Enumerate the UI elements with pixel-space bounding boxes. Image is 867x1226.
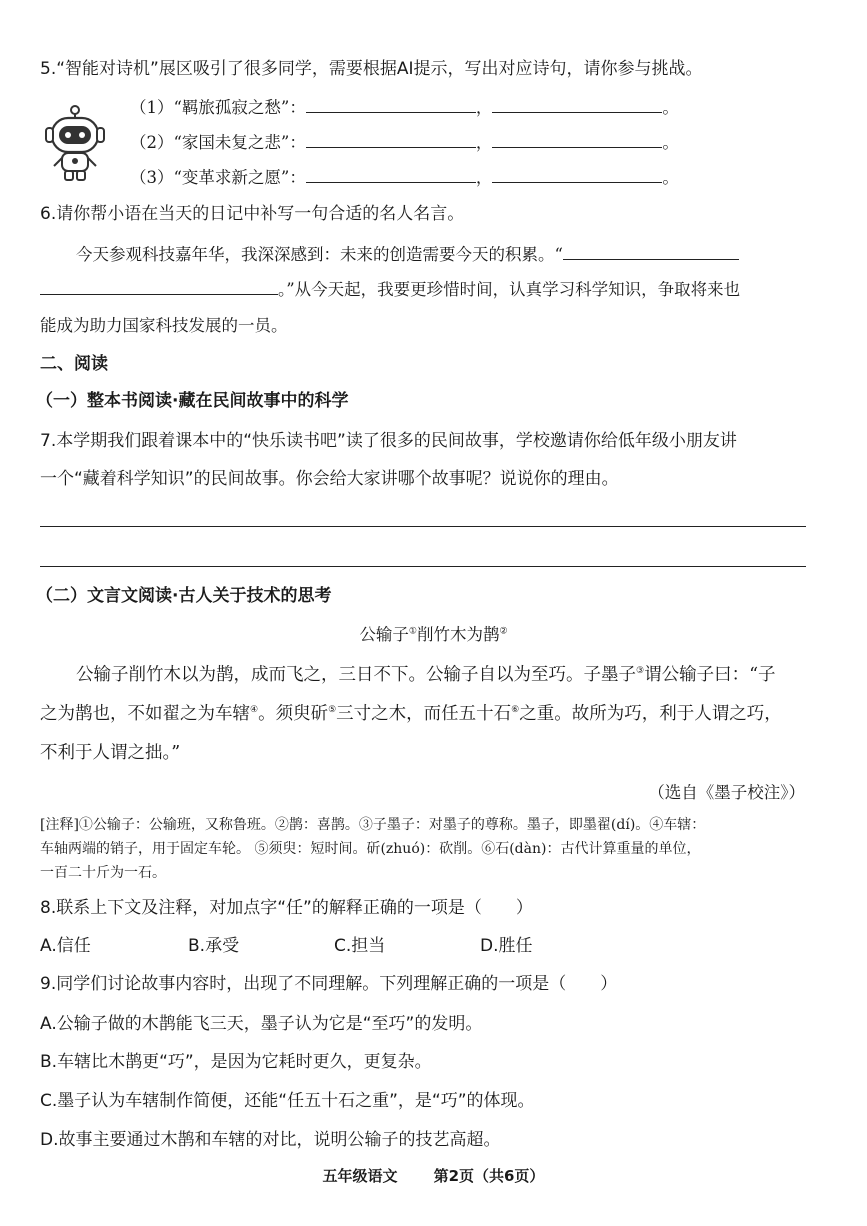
passage-note-ref-6: ⑥ — [511, 705, 520, 716]
q7-answer-line-1[interactable] — [40, 526, 806, 527]
notes-line-2: 车轴两端的销子，用于固定车轮。 ⑤须臾：短时间。斫(zhuó)：砍削。⑥石(dàn)：古代计算重量的单位， — [40, 841, 701, 857]
passage-line-1-b: 谓公输子曰：“子 — [644, 665, 776, 685]
q8-option-d[interactable]: D.胜任 — [480, 936, 533, 956]
passage-line-1-a: 公输子削竹木以为鹊，成而飞之，三日不下。公输子自以为至巧。子墨子 — [76, 665, 636, 685]
q5-item-3-end: 。 — [662, 168, 679, 187]
notes-line-3: 一百二十斤为一石。 — [40, 865, 166, 881]
q5-item-2-num: （2） — [130, 133, 174, 152]
q5-item-3-blank-a[interactable] — [306, 166, 476, 183]
q5-item-1-blank-b[interactable] — [492, 96, 662, 113]
q9-prompt: 9.同学们讨论故事内容时，出现了不同理解。下列理解正确的一项是（ ） — [40, 974, 618, 994]
passage-title-a: 公输子 — [359, 625, 409, 644]
q5-item-1-label: “羁旅孤寂之愁”： — [173, 98, 306, 117]
q6-line-1-text: 今天参观科技嘉年华，我深深感到：未来的创造需要今天的积累。“ — [76, 245, 563, 264]
passage-line-2-b: 。须臾斫 — [258, 704, 329, 724]
q6-quote-blank-a[interactable] — [563, 243, 739, 260]
footer-page-number: 第2页（共6页） — [433, 1167, 545, 1185]
q6-line-2-text: 。”从今天起，我要更珍惜时间，认真学习科学知识，争取将来也 — [278, 280, 741, 299]
q5-item-2-blank-b[interactable] — [492, 131, 662, 148]
q5-item-1 — [130, 96, 679, 119]
q9-option-b[interactable]: B.车辖比木鹊更“巧”，是因为它耗时更久，更复杂。 — [40, 1052, 432, 1072]
q5-item-3-blank-b[interactable] — [492, 166, 662, 183]
q5-item-2-blank-a[interactable] — [306, 131, 476, 148]
passage-line-1 — [76, 664, 776, 686]
q7-line-2: 一个“藏着科学知识”的民间故事。你会给大家讲哪个故事呢？说说你的理由。 — [40, 469, 619, 489]
q5-item-3-num: （3） — [130, 168, 174, 187]
q9-option-d[interactable]: D.故事主要通过木鹊和车辖的对比，说明公输子的技艺高超。 — [40, 1130, 501, 1150]
section-2-title: 二、阅读 — [40, 354, 108, 374]
q9-option-a[interactable]: A.公输子做的木鹊能飞三天，墨子认为它是“至巧”的发明。 — [40, 1014, 483, 1034]
q5-item-3-sep: ， — [475, 168, 493, 187]
q6-line-2 — [40, 278, 740, 301]
q5-item-1-num: （1） — [130, 98, 174, 117]
passage-line-2-a: 之为鹊也，不如翟之为车辖 — [40, 704, 250, 724]
q5-item-2-sep: ， — [475, 133, 493, 152]
passage-source: （选自《墨子校注》） — [648, 783, 805, 802]
q9-option-c[interactable]: C.墨子认为车辖制作简便，还能“任五十石之重”，是“巧”的体现。 — [40, 1091, 535, 1111]
passage-line-3: 不利于人谓之拙。” — [40, 743, 181, 763]
q6-line-3: 能成为助力国家科技发展的一员。 — [40, 316, 288, 335]
passage-note-ref-3: ③ — [636, 666, 645, 677]
q5-prompt: 5.“智能对诗机”展区吸引了很多同学，需要根据AI提示，写出对应诗句，请你参与挑战。 — [40, 59, 703, 79]
passage-note-ref-4: ④ — [250, 705, 259, 716]
q5-item-2-end: 。 — [662, 133, 679, 152]
q8-prompt: 8.联系上下文及注释，对加点字“任”的解释正确的一项是（ ） — [40, 898, 533, 918]
page-footer — [0, 1165, 867, 1186]
q5-item-3-label: “变革求新之愿”： — [173, 168, 306, 187]
q8-option-a[interactable]: A.信任 — [40, 936, 91, 956]
passage-line-2-c: 三寸之木，而任五十石 — [336, 704, 512, 724]
passage-title-b: 削竹木为鹊 — [417, 625, 500, 644]
passage-line-2 — [40, 703, 782, 725]
q5-item-1-end: 。 — [662, 98, 679, 117]
section-2-part-2-title: （二）文言文阅读·古人关于技术的思考 — [36, 586, 332, 606]
q8-option-b[interactable]: B.承受 — [188, 936, 240, 956]
q5-item-3 — [130, 166, 679, 189]
q7-line-1: 7.本学期我们跟着课本中的“快乐读书吧”读了很多的民间故事，学校邀请你给低年级小朋友讲 — [40, 431, 737, 451]
section-2-part-1-title: （一）整本书阅读·藏在民间故事中的科学 — [36, 391, 349, 411]
notes-line-1: [注释]①公输子：公输班，又称鲁班。②鹊：喜鹊。③子墨子：对墨子的尊称。墨子，即墨翟(dí)。④车辖： — [40, 817, 706, 833]
q5-item-2-label: “家国未复之悲”： — [173, 133, 306, 152]
q5-item-1-sep: ， — [475, 98, 493, 117]
passage-note-ref-5: ⑤ — [328, 705, 337, 716]
q6-quote-blank-b[interactable] — [40, 278, 278, 295]
passage-title-note-2: ② — [499, 626, 508, 637]
q7-answer-line-2[interactable] — [40, 566, 806, 567]
q8-option-c[interactable]: C.担当 — [334, 936, 386, 956]
q6-prompt: 6.请你帮小语在当天的日记中补写一句合适的名人名言。 — [40, 204, 465, 224]
footer-subject: 五年级语文 — [322, 1167, 398, 1185]
q6-line-1 — [76, 243, 739, 266]
passage-title-note-1: ① — [408, 626, 417, 637]
robot-icon — [40, 100, 110, 184]
passage-title — [0, 624, 867, 646]
q5-item-1-blank-a[interactable] — [306, 96, 476, 113]
q5-item-2 — [130, 131, 679, 154]
passage-line-2-d: 之重。故所为巧，利于人谓之巧， — [519, 704, 782, 724]
